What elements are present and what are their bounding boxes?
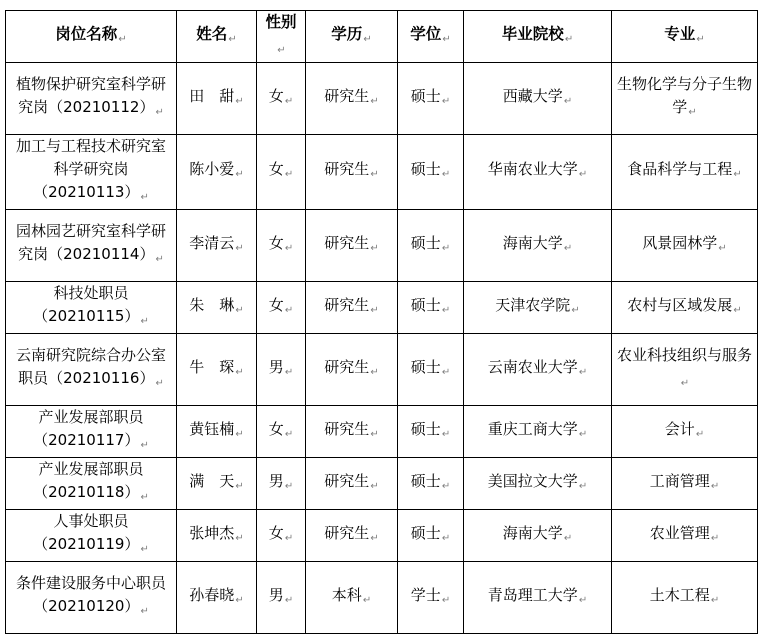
position-cell: 加工与工程技术研究室科学研究岗$(20210113)_↵$ [6, 135, 177, 210]
education-cell: 研究生$_↵$ [306, 63, 398, 135]
gender-cell: 女$_↵$ [257, 135, 306, 210]
major-cell: 农村与区域发展$_↵$ [612, 282, 758, 334]
header-name: 姓名↵ [177, 11, 257, 63]
table-row [6, 63, 758, 135]
education-cell: 研究生$_↵$ [306, 135, 398, 210]
major-cell: 土木工程$_↵$ [612, 562, 758, 634]
table-row [6, 210, 758, 282]
gender-cell: 女$_↵$ [257, 406, 306, 458]
school-cell: 华南农业大学$_↵$ [464, 135, 612, 210]
gender-cell: 男$_↵$ [257, 458, 306, 510]
table-row [6, 406, 758, 458]
school-cell: 海南大学$_↵$ [464, 510, 612, 562]
table-container [5, 10, 758, 634]
table-row [6, 135, 758, 210]
header-gender: 性别↵ [257, 11, 306, 63]
name-cell: 孙春晓$_↵$ [177, 562, 257, 634]
major-cell: 农业科技组织与服务$_↵$ [612, 334, 758, 406]
personnel-table [5, 10, 758, 634]
school-cell: 天津农学院$_↵$ [464, 282, 612, 334]
position-cell: 园林园艺研究室科学研究岗$(20210114)_↵$ [6, 210, 177, 282]
header-education: 学历↵ [306, 11, 398, 63]
degree-cell: 硕士$_↵$ [398, 63, 464, 135]
education-cell: 研究生$_↵$ [306, 406, 398, 458]
position-cell: 科技处职员$(20210115)_↵$ [6, 282, 177, 334]
degree-cell: 硕士$_↵$ [398, 458, 464, 510]
table-row [6, 562, 758, 634]
major-cell: 会计$_↵$ [612, 406, 758, 458]
gender-cell: 男$_↵$ [257, 562, 306, 634]
header-degree: 学位↵ [398, 11, 464, 63]
header-position: 岗位名称↵ [6, 11, 177, 63]
education-cell: 研究生$_↵$ [306, 458, 398, 510]
position-cell: 条件建设服务中心职员$(20210120)_↵$ [6, 562, 177, 634]
major-cell: 生物化学与分子生物学$_↵$ [612, 63, 758, 135]
school-cell: 云南农业大学$_↵$ [464, 334, 612, 406]
education-cell: 研究生$_↵$ [306, 282, 398, 334]
gender-cell: 女$_↵$ [257, 510, 306, 562]
position-cell: 人事处职员$(20210119)_↵$ [6, 510, 177, 562]
name-cell: 满 天$_↵$ [177, 458, 257, 510]
degree-cell: 硕士$_↵$ [398, 334, 464, 406]
position-cell: 植物保护研究室科学研究岗$(20210112)_↵$ [6, 63, 177, 135]
table-row [6, 510, 758, 562]
major-cell: 农业管理$_↵$ [612, 510, 758, 562]
degree-cell: 硕士$_↵$ [398, 510, 464, 562]
school-cell: 美国拉文大学$_↵$ [464, 458, 612, 510]
school-cell: 海南大学$_↵$ [464, 210, 612, 282]
school-cell: 西藏大学$_↵$ [464, 63, 612, 135]
header-row [6, 11, 758, 63]
gender-cell: 女$_↵$ [257, 210, 306, 282]
table-row [6, 282, 758, 334]
position-cell: 产业发展部职员$(20210117)_↵$ [6, 406, 177, 458]
header-major: 专业↵ [612, 11, 758, 63]
degree-cell: 硕士$_↵$ [398, 282, 464, 334]
table-row [6, 458, 758, 510]
major-cell: 风景园林学$_↵$ [612, 210, 758, 282]
education-cell: 研究生$_↵$ [306, 210, 398, 282]
school-cell: 青岛理工大学$_↵$ [464, 562, 612, 634]
degree-cell: 硕士$_↵$ [398, 210, 464, 282]
name-cell: 黄钰楠$_↵$ [177, 406, 257, 458]
table-row [6, 334, 758, 406]
position-cell: 产业发展部职员$(20210118)_↵$ [6, 458, 177, 510]
name-cell: 朱 琳$_↵$ [177, 282, 257, 334]
gender-cell: 女$_↵$ [257, 282, 306, 334]
school-cell: 重庆工商大学$_↵$ [464, 406, 612, 458]
name-cell: 田 甜$_↵$ [177, 63, 257, 135]
education-cell: 本科$_↵$ [306, 562, 398, 634]
degree-cell: 硕士$_↵$ [398, 406, 464, 458]
degree-cell: 硕士$_↵$ [398, 135, 464, 210]
position-cell: 云南研究院综合办公室职员$(20210116)_↵$ [6, 334, 177, 406]
major-cell: 工商管理$_↵$ [612, 458, 758, 510]
gender-cell: 女$_↵$ [257, 63, 306, 135]
name-cell: 牛 琛$_↵$ [177, 334, 257, 406]
degree-cell: 学士$_↵$ [398, 562, 464, 634]
name-cell: 张坤杰$_↵$ [177, 510, 257, 562]
education-cell: 研究生$_↵$ [306, 510, 398, 562]
header-school: 毕业院校↵ [464, 11, 612, 63]
education-cell: 研究生$_↵$ [306, 334, 398, 406]
name-cell: 陈小爱$_↵$ [177, 135, 257, 210]
gender-cell: 男$_↵$ [257, 334, 306, 406]
major-cell: 食品科学与工程$_↵$ [612, 135, 758, 210]
name-cell: 李清云$_↵$ [177, 210, 257, 282]
